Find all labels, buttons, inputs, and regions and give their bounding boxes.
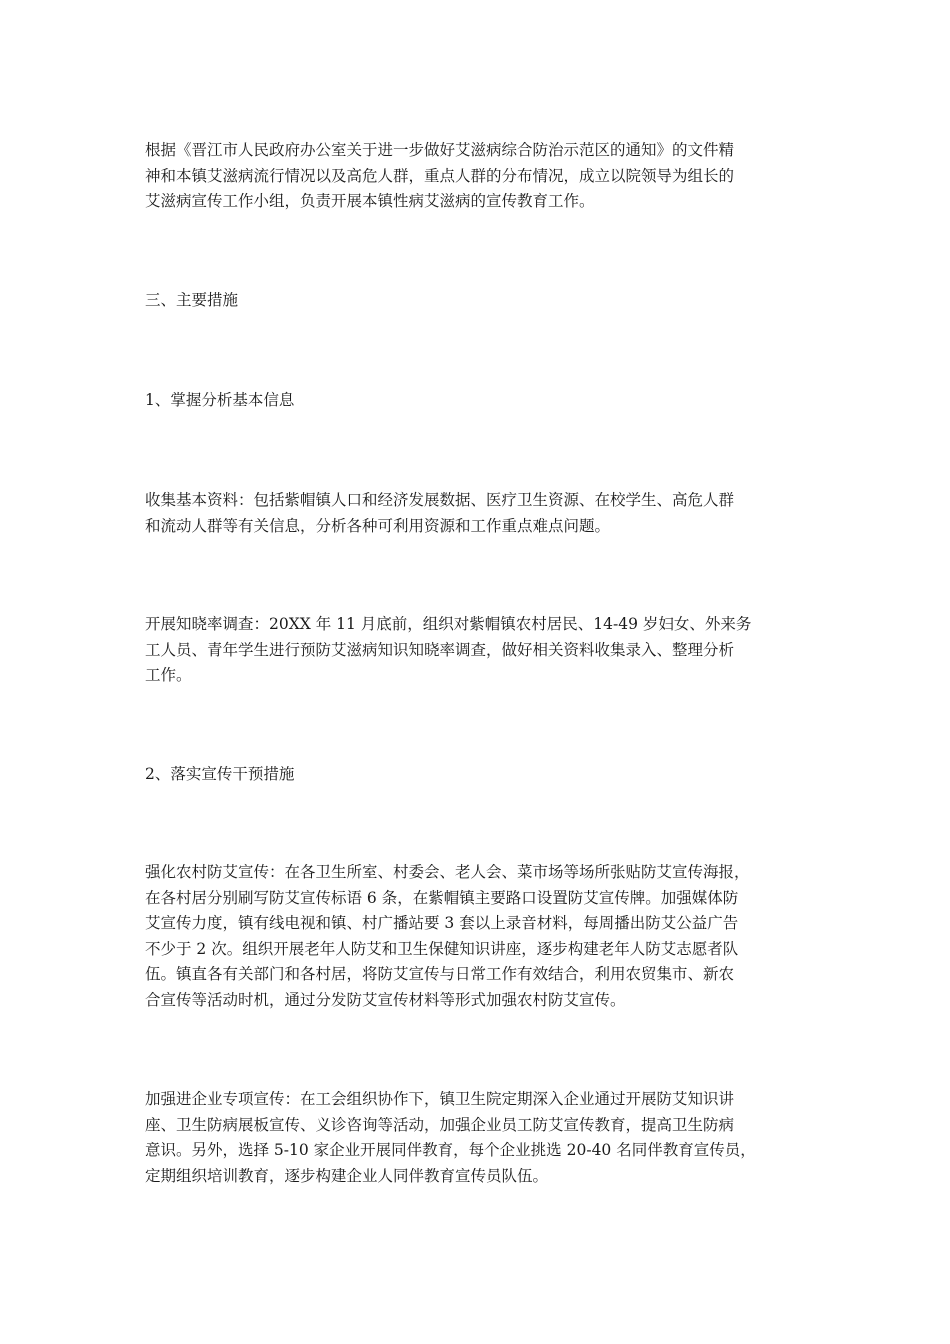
text-line: 和流动人群等有关信息，分析各种可利用资源和工作重点难点问题。 <box>145 516 611 535</box>
text-line: 工作。 <box>145 666 192 684</box>
text-line: 伍。镇直各有关部门和各村居，将防艾宣传与日常工作有效结合，利用农贸集市、新农 <box>145 965 735 983</box>
heading-text: 2、落实宣传干预措施 <box>145 765 295 783</box>
text-line: 在各村居分别刷写防艾宣传标语 6 条，在紫帽镇主要路口设置防艾宣传牌。加强媒体防 <box>145 888 739 907</box>
paragraph-collect-info <box>145 488 813 539</box>
paragraph-enterprise <box>145 1087 813 1189</box>
paragraph-intro <box>145 138 813 215</box>
text-line: 意识。另外，选择 5-10 家企业开展同伴教育，每个企业挑选 20-40 名同伴教育宣传员， <box>145 1141 756 1159</box>
text-line: 艾宣传力度，镇有线电视和镇、村广播站要 3 套以上录音材料，每周播出防艾公益广告 <box>145 914 739 932</box>
heading-text: 三、主要措施 <box>145 291 239 309</box>
paragraph-survey <box>145 612 813 689</box>
text-line: 根据《晋江市人民政府办公室关于进一步做好艾滋病综合防治示范区的通知》的文件精 <box>145 141 735 159</box>
text-line: 开展知晓率调查：20XX 年 11 月底前，组织对紫帽镇农村居民、14-49 岁妇女、外来务 <box>145 615 752 633</box>
heading-text: 1、掌握分析基本信息 <box>145 391 295 409</box>
text-line: 不少于 2 次。组织开展老年人防艾和卫生保健知识讲座，逐步构建老年人防艾志愿者队 <box>145 939 739 958</box>
text-line: 工人员、青年学生进行预防艾滋病知识知晓率调查，做好相关资料收集录入、整理分析 <box>145 640 735 659</box>
text-line: 加强进企业专项宣传：在工会组织协作下，镇卫生院定期深入企业通过开展防艾知识讲 <box>145 1090 735 1108</box>
text-line: 定期组织培训教育，逐步构建企业人同伴教育宣传员队伍。 <box>145 1166 549 1185</box>
subsection-heading-basic-info <box>145 388 813 414</box>
section-heading-main-measures <box>145 288 813 314</box>
text-line: 合宣传等活动时机，通过分发防艾宣传材料等形式加强农村防艾宣传。 <box>145 990 626 1009</box>
text-line: 强化农村防艾宣传：在各卫生所室、村委会、老人会、菜市场等场所张贴防艾宣传海报， <box>145 863 750 881</box>
text-line: 座、卫生防病展板宣传、义诊咨询等活动，加强企业员工防艾宣传教育，提高卫生防病 <box>145 1115 735 1134</box>
paragraph-rural <box>145 860 813 1013</box>
text-line: 艾滋病宣传工作小组，负责开展本镇性病艾滋病的宣传教育工作。 <box>145 192 595 210</box>
text-line: 收集基本资料：包括紫帽镇人口和经济发展数据、医疗卫生资源、在校学生、高危人群 <box>145 491 735 509</box>
text-line: 神和本镇艾滋病流行情况以及高危人群，重点人群的分布情况，成立以院领导为组长的 <box>145 166 735 185</box>
subsection-heading-publicity <box>145 762 813 788</box>
